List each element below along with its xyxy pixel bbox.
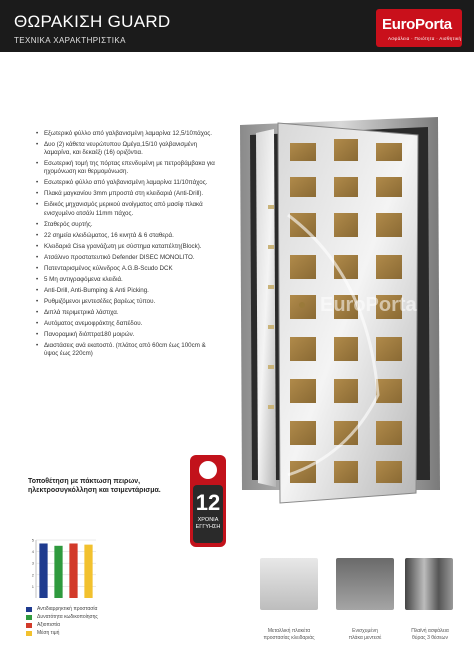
feature-item: • Διπλά περιμετρικά λάστιχα. xyxy=(36,309,220,317)
hinge-plate-photo xyxy=(336,558,394,610)
logo-tagline: Ασφάλεια · Ποιότητα · Αισθητική xyxy=(388,36,462,41)
legend-swatch xyxy=(26,623,32,628)
chart-y-tick-label: 1 xyxy=(31,583,34,589)
chart-y-tick-label: 3 xyxy=(31,560,34,566)
feature-item: • Εσωτερική τομή της πόρτας επενδυμένη με πετροβάμβακα για ηχομόνωση και θερμομόνωση. xyxy=(36,160,220,176)
feature-item: • Εξωτερικό φύλλο από γαλβανισμένη λαμαρίνα 12,5/10πάχος. xyxy=(36,130,220,138)
logo-brand: EuroPorta xyxy=(382,16,452,33)
legend-swatch xyxy=(26,615,32,620)
rating-bar-chart xyxy=(26,538,108,602)
feature-item: • Ατσάλινο προστατευτικό Defender DISEC MONOLITO. xyxy=(36,254,220,262)
legend-swatch xyxy=(26,631,32,636)
legend-label: Αξιοπιστία xyxy=(37,622,61,628)
chart-bar xyxy=(39,543,47,598)
thumbnail-caption: Πλαϊνή ασφάλεια θύρας 3 θέσεων xyxy=(411,628,449,641)
installation-note: Τοποθέτηση με πάκτωση πειρων, ηλεκτροσυγκόλληση και τσιμεντάρισμα. xyxy=(28,478,161,494)
door-watermark: EuroPorta xyxy=(320,294,417,316)
legend-swatch xyxy=(26,607,32,612)
feature-item: • 22 σημεία κλειδώματος, 16 κινητά & 6 σταθερά. xyxy=(36,232,220,240)
header-bar xyxy=(0,0,474,52)
page-subtitle: ΤΕΧΝΙΚΑ ΧΑΡΑΚΤΗΡΙΣΤΙΚΑ xyxy=(14,36,126,45)
feature-item: • 5 Μη αντιγραφόμενα κλειδιά. xyxy=(36,276,220,284)
lock-plate-photo xyxy=(260,558,318,610)
door-image xyxy=(228,95,450,510)
features-list xyxy=(36,130,220,361)
europorta-logo xyxy=(376,9,462,47)
hang-tag-hole xyxy=(199,461,217,479)
chart-y-tick-label: 4 xyxy=(31,549,34,555)
feature-item: • Σταθερός συρτής. xyxy=(36,221,220,229)
chart-y-tick-label: 2 xyxy=(31,572,34,578)
legend-item xyxy=(26,605,98,613)
page-title: ΘΩΡΑΚΙΣΗ GUARD xyxy=(14,12,171,31)
legend-label: Δυνατότητα κωδικοποίησης xyxy=(37,614,98,620)
chart-y-tick-label: 5 xyxy=(31,538,34,543)
feature-item: • Ρυθμιζόμενοι μεντεσέδες βαρέως τύπου. xyxy=(36,298,220,306)
legend-item xyxy=(26,613,98,621)
legend-label: Μέση τιμή xyxy=(37,630,60,636)
feature-item: • Ειδικός μηχανισμός μερικού ανοίγματος από μασίφ πλακά ενισχυμένο ατσάλι 11mm πάχος. xyxy=(36,201,220,217)
side-bolt-photo xyxy=(405,558,453,610)
feature-item: • Αυτόματος ανεμοφράκτης δαπέδου. xyxy=(36,320,220,328)
feature-item: • Διαστάσεις ανά εκατοστό. (πλάτος από 60cm έως 100cm & ύψος έως 220cm) xyxy=(36,342,220,358)
chart-legend xyxy=(26,605,98,637)
feature-item: • Πατενταρισμένος κύλινδρος A.G.B-Scudo DCK xyxy=(36,265,220,273)
thumbnail-caption: Μεταλλική πλακέτα προστασίας κλειδαριάς xyxy=(263,628,315,641)
feature-item: • Κλειδαριά Cisa γρανάζωτη με σύστημα καταπέλτη(Block). xyxy=(36,243,220,251)
warranty-label: ΧΡΟΝΙΑ ΕΓΓΥΗΣΗ xyxy=(195,517,221,530)
chart-bar xyxy=(69,543,77,598)
feature-item: • Πλακά μαγκανίου 3mm μπροστά στη κλειδαριά (Anti-Drill). xyxy=(36,190,220,198)
chart-bar xyxy=(54,546,62,598)
chart-bar xyxy=(84,545,92,598)
warranty-years: 12 xyxy=(195,490,221,515)
thumbnail-caption: Ενισχυμένη πλάκα μεντεσέ xyxy=(348,628,382,641)
door-lock-cylinder xyxy=(299,302,305,308)
warranty-badge xyxy=(190,455,226,547)
feature-item: • Πανοραμική διόπτρα180 μοιρών. xyxy=(36,331,220,339)
door-open-leaf-edge xyxy=(256,129,276,487)
legend-item xyxy=(26,621,98,629)
feature-item: • Εσωτερικό φύλλο από γαλβανισμένη λαμαρίνα 11/10πάχος. xyxy=(36,179,220,187)
feature-item: • Δυο (2) κάθετα νευρώτυπου Ωμέγα,15/10 γαλβανισμένη λαμαρίνα, και δεκαέξι (16) οριζόντια. xyxy=(36,141,220,157)
legend-label: Αντιδιαρρηκτική προστασία xyxy=(37,606,98,612)
feature-item: • Anti-Drill, Anti-Bumping & Anti Picking. xyxy=(36,287,220,295)
legend-item xyxy=(26,629,98,637)
